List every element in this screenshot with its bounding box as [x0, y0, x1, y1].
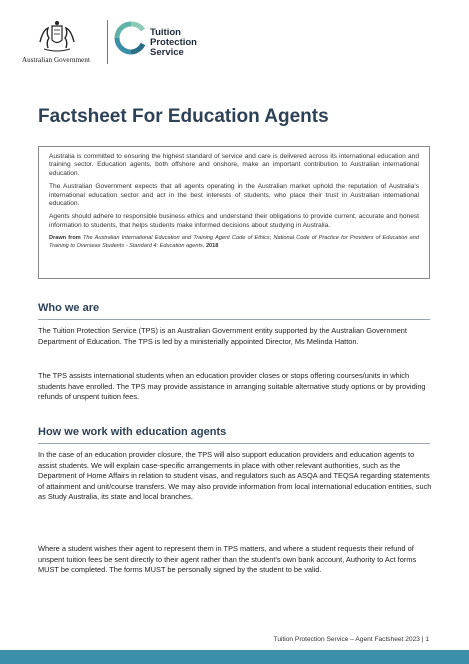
- tps-wordmark-line: Protection: [150, 37, 197, 48]
- how-paragraph: Where a student wishes their agent to represent them in TPS matters, and where a student requests their refund of unspent tuition fees be sent directly to their agent rather than the student's own bank account, Authority to Act forms MUST be completed. The forms MUST be personally signed by the student to be valid.: [38, 544, 417, 574]
- intro-source: [49, 235, 419, 250]
- how-paragraph: In the case of an education provider closure, the TPS will also support education providers and education agents to assist students. We will explain case-specific arrangements in place with other relevant authorities, such as the Department of Home Affairs in relation to student visas, and regulators such as ASQA and TEQSA regarding statements of attainment and unit/course transfers. We may also provide information from local international education entities, such as Study Australia, its state and local branches.: [38, 450, 432, 501]
- source-text: The Australian International Education and Training Agent Code of Ethics; National Code of Practice for Providers of Education and Training to Overseas Students - Standard 4: Education agents,: [49, 235, 419, 249]
- tps-ring-logo-icon: [113, 20, 149, 56]
- footer-bar: [0, 650, 469, 664]
- who-paragraph: The Tuition Protection Service (TPS) is an Australian Government entity supported by the Australian Government Department of Education. The TPS is led by a ministerially appointed Director, Ms Melinda Hatton.: [38, 326, 407, 346]
- tps-wordmark-line: Tuition: [150, 27, 181, 38]
- intro-paragraph: The Australian Government expects that all agents operating in the Australian market uphold the reputation of Australia's international education sector and act in the best interests of students, who place their trust in Australian international education.: [49, 183, 419, 208]
- section-heading-how: How we work with education agents: [38, 426, 227, 438]
- intro-paragraph: Australia is committed to ensuring the highest standard of service and care is delivered across its international education and training sector. Education agents, both offshore and onshore, make an important contribution to Australian international education.: [49, 153, 419, 177]
- header-divider: [107, 20, 108, 64]
- coat-of-arms-icon: [38, 20, 76, 52]
- section-rule: [38, 319, 430, 320]
- page-footer: [274, 636, 429, 643]
- section-heading-who: Who we are: [38, 302, 100, 314]
- footer-separator: |: [421, 636, 424, 643]
- page-header: [0, 0, 469, 80]
- source-year: 2018: [205, 242, 219, 249]
- government-name: Australian Government: [22, 56, 90, 64]
- who-paragraph: The TPS assists international students when an education provider closes or stops offering courses/units in which students have enrolled. The TPS may provide assistance in arranging suitable alternative study options or by providing refunds of unspent tuition fees.: [38, 371, 426, 401]
- intro-paragraph: Agents should adhere to responsible business ethics and understand their obligations to provide current, accurate and honest information to students, that helps students make informed decisions about studying in Australia.: [49, 213, 419, 229]
- tps-wordmark-line: Service: [150, 47, 184, 58]
- page-number: 1: [425, 636, 429, 643]
- page-title: Factsheet For Education Agents: [38, 106, 329, 127]
- tps-wordmark: [150, 28, 197, 58]
- footer-title: Tuition Protection Service – Agent Factsheet 2023: [273, 636, 420, 643]
- source-label: Drawn from: [49, 235, 81, 242]
- section-rule: [38, 443, 430, 444]
- intro-box: [38, 146, 430, 279]
